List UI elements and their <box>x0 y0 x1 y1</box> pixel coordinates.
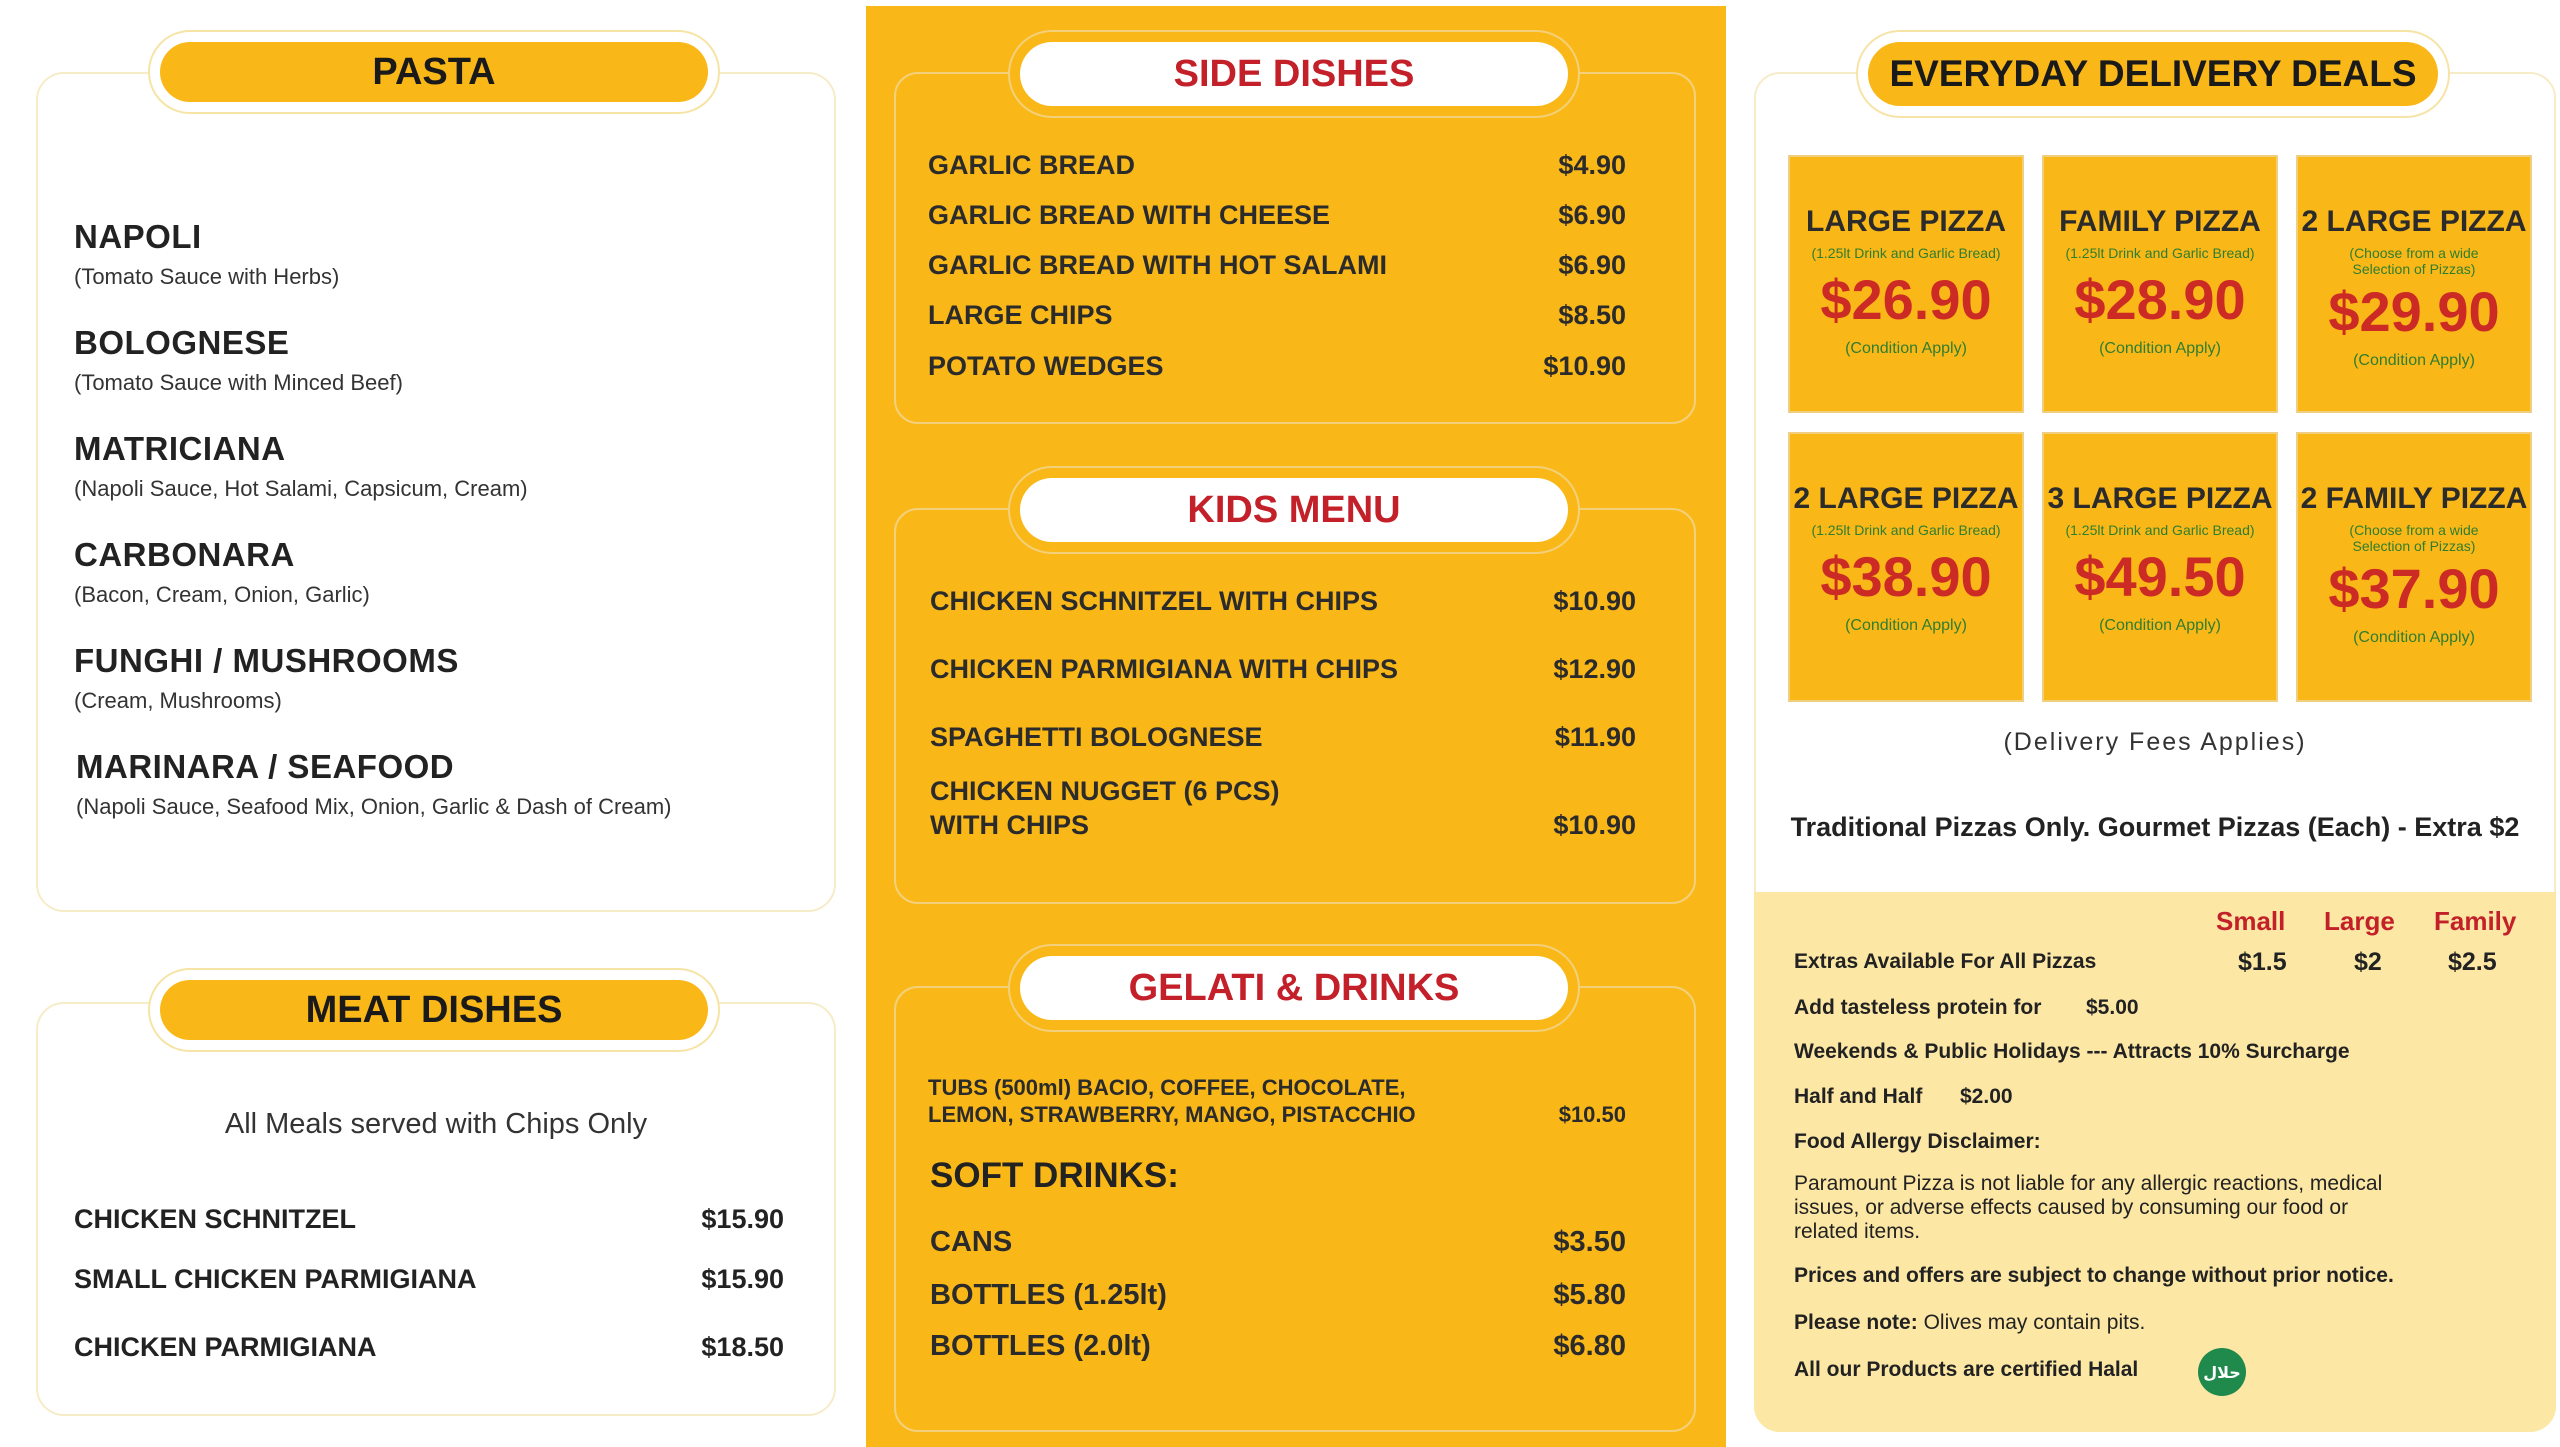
deal-condition: (Condition Apply) <box>1845 617 1967 634</box>
drink-name: BOTTLES (1.25lt) <box>930 1279 1167 1311</box>
kids-item-price: $11.90 <box>1554 722 1636 752</box>
protein-price: $5.00 <box>2086 996 2139 1019</box>
pasta-item-desc: (Napoli Sauce, Seafood Mix, Onion, Garlic & Dash of Cream) <box>76 794 672 819</box>
pasta-item-desc: (Napoli Sauce, Hot Salami, Capsicum, Cream) <box>74 476 528 501</box>
side-row <box>928 300 1626 331</box>
deal-condition: (Condition Apply) <box>2353 629 2475 646</box>
weekends-surcharge: Weekends & Public Holidays --- Attracts 10% Surcharge <box>1794 1040 2350 1063</box>
soft-drinks-title: SOFT DRINKS: <box>930 1156 1179 1195</box>
deal-price: $37.90 <box>2328 557 2500 620</box>
drink-price: $3.50 <box>1553 1226 1626 1258</box>
meat-note: All Meals served with Chips Only <box>224 1108 648 1140</box>
delivery-fee-note: (Delivery Fees Applies) <box>2003 728 2307 756</box>
drink-price: $5.80 <box>1553 1279 1626 1311</box>
side-row <box>928 351 1626 382</box>
please-note <box>1794 1311 2145 1335</box>
deal-card <box>2296 432 2532 702</box>
tubs-row <box>928 1074 1626 1128</box>
col-large-header: Large <box>2324 906 2395 936</box>
pasta-title: PASTA <box>160 42 708 102</box>
pasta-item-name: FUNGHI / MUSHROOMS <box>74 642 459 679</box>
deal-subtitle: (1.25lt Drink and Garlic Bread) <box>2065 522 2255 538</box>
side-dishes-title: SIDE DISHES <box>1020 42 1568 106</box>
traditional-note: Traditional Pizzas Only. Gourmet Pizzas (Each) - Extra $2 <box>1790 812 2520 842</box>
gelati-panel <box>894 986 1696 1432</box>
col-family-header: Family <box>2434 906 2517 936</box>
deal-price: $28.90 <box>2074 268 2246 331</box>
kids-menu-panel <box>894 508 1696 904</box>
kids-row <box>930 722 1636 753</box>
pasta-item-name: NAPOLI <box>74 218 202 255</box>
allergy-text-line3: related items. <box>1794 1220 1921 1243</box>
meat-row <box>74 1204 784 1235</box>
meat-item-price: $15.90 <box>701 1204 784 1234</box>
kids-row <box>930 586 1636 617</box>
deals-title-pill <box>1856 30 2450 118</box>
deal-title: LARGE PIZZA <box>1806 205 2006 238</box>
meat-item-price: $15.90 <box>701 1264 784 1294</box>
deal-price: $29.90 <box>2328 280 2500 343</box>
pasta-item-name: CARBONARA <box>74 536 295 573</box>
side-item-name: LARGE CHIPS <box>928 300 1113 330</box>
deal-subtitle: (Choose from a wide Selection of Pizzas) <box>2349 522 2479 554</box>
deal-condition: (Condition Apply) <box>2099 617 2221 634</box>
meat-item-name: SMALL CHICKEN PARMIGIANA <box>74 1264 477 1294</box>
deal-price: $26.90 <box>1820 268 1992 331</box>
kids-item-price: $10.90 <box>1553 810 1636 840</box>
deal-card <box>2042 155 2278 413</box>
side-item-price: $6.90 <box>1558 250 1626 280</box>
deal-title: 2 FAMILY PIZZA <box>2300 482 2528 515</box>
deal-card <box>1788 155 2024 413</box>
meat-row <box>74 1264 784 1295</box>
pasta-item-name: BOLOGNESE <box>74 324 290 361</box>
halal-note: All our Products are certified Halal <box>1794 1358 2139 1381</box>
extras-label: Extras Available For All Pizzas <box>1794 950 2097 973</box>
half-half-price: $2.00 <box>1960 1085 2013 1108</box>
side-item-name: GARLIC BREAD <box>928 150 1135 180</box>
deal-condition: (Condition Apply) <box>1845 340 1967 357</box>
halal-logo-icon <box>2198 1348 2246 1396</box>
drink-row <box>930 1279 1626 1312</box>
deals-title: EVERYDAY DELIVERY DEALS <box>1868 42 2438 106</box>
deal-condition: (Condition Apply) <box>2353 352 2475 369</box>
allergy-text-line2: issues, or adverse effects caused by consuming our food or <box>1794 1196 2349 1219</box>
kids-row <box>930 774 1636 842</box>
side-row <box>928 150 1626 181</box>
deal-subtitle: (Choose from a wide Selection of Pizzas) <box>2349 245 2479 277</box>
half-half-label: Half and Half <box>1794 1085 1923 1108</box>
please-note-text: Olives may contain pits. <box>1923 1311 2146 1334</box>
deal-subtitle: (1.25lt Drink and Garlic Bread) <box>1811 522 2001 538</box>
side-item-price: $6.90 <box>1558 200 1626 230</box>
side-item-name: GARLIC BREAD WITH CHEESE <box>928 200 1331 230</box>
deal-title: 3 LARGE PIZZA <box>2047 482 2273 515</box>
deal-price: $38.90 <box>1820 545 1992 608</box>
deal-card <box>2042 432 2278 702</box>
deal-card <box>1788 432 2024 702</box>
side-item-price: $8.50 <box>1558 300 1626 330</box>
drink-row <box>930 1226 1626 1259</box>
side-item-name: POTATO WEDGES <box>928 351 1164 381</box>
pasta-item <box>74 218 339 290</box>
meat-row <box>74 1332 784 1363</box>
side-item-name: GARLIC BREAD WITH HOT SALAMI <box>928 250 1387 280</box>
allergy-text-line1: Paramount Pizza is not liable for any allergic reactions, medical <box>1794 1172 2383 1195</box>
tubs-line2: LEMON, STRAWBERRY, MANGO, PISTACCHIO <box>928 1102 1416 1127</box>
kids-item-price: $10.90 <box>1553 586 1636 616</box>
drink-name: BOTTLES (2.0lt) <box>930 1330 1151 1362</box>
pasta-title-pill <box>148 30 720 114</box>
protein-label: Add tasteless protein for <box>1794 996 2042 1019</box>
drink-row <box>930 1330 1626 1363</box>
kids-item-name: CHICKEN SCHNITZEL WITH CHIPS <box>930 586 1379 616</box>
deal-title: 2 LARGE PIZZA <box>1793 482 2019 515</box>
pasta-item-name: MATRICIANA <box>74 430 286 467</box>
side-row <box>928 200 1626 231</box>
pasta-item <box>74 430 528 502</box>
col-small-header: Small <box>2216 906 2286 936</box>
meat-title: MEAT DISHES <box>160 980 708 1040</box>
meat-item-name: CHICKEN PARMIGIANA <box>74 1332 377 1362</box>
pasta-item <box>74 324 403 396</box>
meat-title-pill <box>148 968 720 1052</box>
side-item-price: $10.90 <box>1543 351 1626 381</box>
kids-row <box>930 654 1636 685</box>
deal-title: 2 LARGE PIZZA <box>2301 205 2527 238</box>
extras-large-price: $2 <box>2354 948 2382 976</box>
tubs-line1: TUBS (500ml) BACIO, COFFEE, CHOCOLATE, <box>928 1075 1406 1100</box>
pasta-item-desc: (Tomato Sauce with Herbs) <box>74 264 340 289</box>
deal-subtitle: (1.25lt Drink and Garlic Bread) <box>2065 245 2255 261</box>
please-note-label: Please note: <box>1794 1311 1918 1334</box>
meat-item-price: $18.50 <box>701 1332 784 1362</box>
pasta-item <box>74 642 459 714</box>
gelati-title-pill <box>1008 944 1580 1032</box>
kids-menu-title-pill <box>1008 466 1580 554</box>
gelati-title: GELATI & DRINKS <box>1020 956 1568 1020</box>
deal-price: $49.50 <box>2074 545 2246 608</box>
deal-card <box>2296 155 2532 413</box>
drink-name: CANS <box>930 1226 1013 1258</box>
deal-title: FAMILY PIZZA <box>2059 205 2261 238</box>
halal-logo-text: حلال <box>2203 1362 2241 1382</box>
kids-item-name <box>930 774 1280 842</box>
kids-item-name: CHICKEN PARMIGIANA WITH CHIPS <box>930 654 1398 684</box>
tubs-name <box>928 1074 1416 1128</box>
prices-note: Prices and offers are subject to change without prior notice. <box>1794 1264 2394 1287</box>
kids-item-name-line1: CHICKEN NUGGET (6 PCS) <box>930 776 1280 806</box>
deal-subtitle: (1.25lt Drink and Garlic Bread) <box>1811 245 2001 261</box>
pasta-item <box>74 536 370 608</box>
drink-price: $6.80 <box>1553 1330 1626 1362</box>
extras-family-price: $2.5 <box>2448 948 2497 976</box>
kids-item-name: SPAGHETTI BOLOGNESE <box>930 722 1263 752</box>
allergy-title: Food Allergy Disclaimer: <box>1794 1130 2041 1153</box>
pasta-item-name: MARINARA / SEAFOOD <box>76 748 455 785</box>
side-item-price: $4.90 <box>1558 150 1626 180</box>
side-dishes-title-pill <box>1008 30 1580 118</box>
pasta-item-desc: (Tomato Sauce with Minced Beef) <box>74 370 403 395</box>
pasta-item-desc: (Bacon, Cream, Onion, Garlic) <box>74 582 370 607</box>
kids-item-price: $12.90 <box>1553 654 1636 684</box>
meat-item-name: CHICKEN SCHNITZEL <box>74 1204 356 1234</box>
extras-small-price: $1.5 <box>2238 948 2287 976</box>
pasta-item <box>76 748 671 820</box>
kids-item-name-line2: WITH CHIPS <box>930 810 1089 840</box>
side-row <box>928 250 1626 281</box>
kids-menu-title: KIDS MENU <box>1020 478 1568 542</box>
tubs-price: $10.50 <box>1558 1102 1626 1127</box>
deal-condition: (Condition Apply) <box>2099 340 2221 357</box>
pasta-item-desc: (Cream, Mushrooms) <box>74 688 282 713</box>
